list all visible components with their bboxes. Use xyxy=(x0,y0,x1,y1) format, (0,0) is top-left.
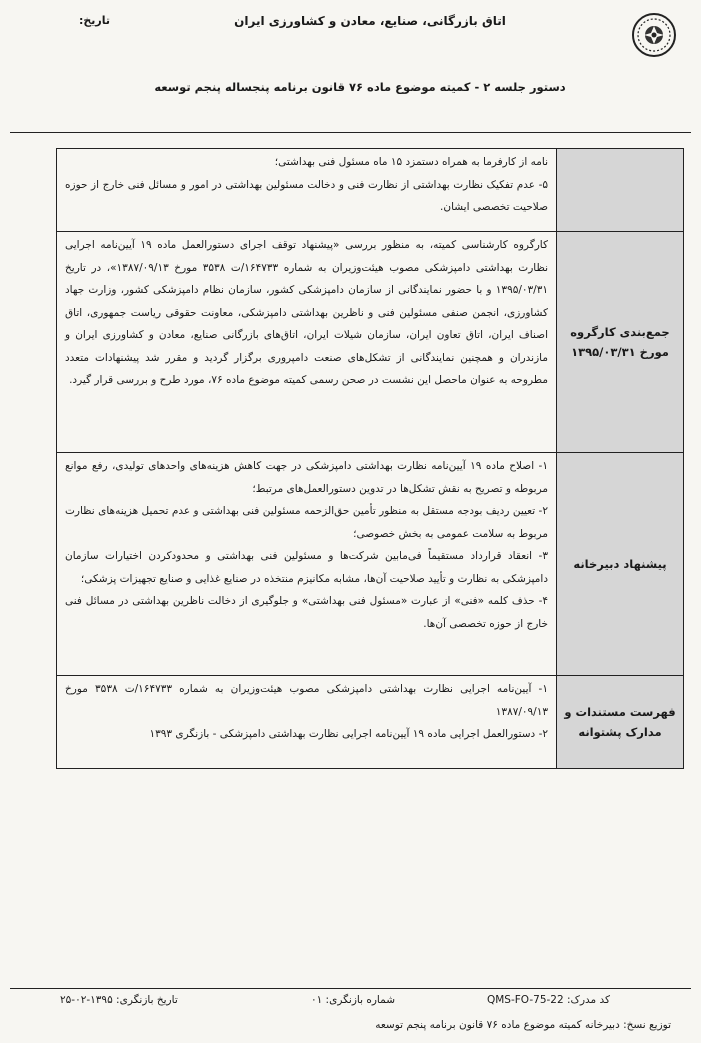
distribution-note: توزیع نسخ: دبیرخانه کمیته موضوع ماده ۷۶ قانون برنامه پنجم توسعه xyxy=(375,1019,671,1031)
row-label: جمع‌بندی کارگروه مورخ ۱۳۹۵/۰۳/۳۱ xyxy=(557,232,684,453)
row-label: فهرست مستندات و مدارک پشتوانه xyxy=(557,676,684,769)
paragraph: ۵- عدم تفکیک نظارت بهداشتی از نظارت فنی و دخالت مسئولین بهداشتی در امور و مسائل فنی خارج از حوزه صلاحیت تخصصی ایشان. xyxy=(65,178,548,213)
agenda-table xyxy=(56,148,684,769)
paragraph: ۴- حذف کلمه «فنی» از عبارت «مسئول فنی بهداشتی» و جلوگیری از دخالت ناظرین بهداشتی در مسائل فنی خارج از حوزه تخصصی آن‌ها. xyxy=(65,595,548,630)
paragraph: ۱- آیین‌نامه اجرایی نظارت بهداشتی دامپزشکی مصوب هیئت‌وزیران به شماره ۱۶۴۷۳۳/ت ۳۵۳۸ مورخ ۱۳۸۷/۰۹/۱۳ xyxy=(65,683,548,718)
paragraph: نامه از کارفرما به همراه دستمزد ۱۵ ماه مسئول فنی بهداشتی؛ xyxy=(274,156,548,168)
table-row xyxy=(57,232,684,453)
paragraph: کارگروه کارشناسی کمیته، به منظور بررسی «پیشنهاد توقف اجرای دستورالعمل ماده ۱۹ آیین‌نامه اجرایی نظارت بهداشتی دامپزشکی مصوب هیئت‌وزیران به شماره ۱۶۴۷۳۳/ت ۳۵۳۸ مورخ ۱۳۸۷/۰۹/۱۳»، در تاریخ ۱۳۹۵/۰۳/۳۱ و با حضور نمایندگانی از سازمان دامپزشکی کشور، سازمان نظام دامپزشکی کشور، وزارت جهاد کشاورزی، انجمن صنفی مسئولین فنی و ناظرین بهداشتی دامپزشکی، معاونت حقوقی ریاست جمهوری، اتاق اصناف ایران، اتاق تعاون ایران، سازمان شیلات ایران، اتاق‌های بازرگانی صنایع، معادن و کشاورزی ایران و مازندران و همچنین نمایندگانی از تشکل‌های صنعت دامپروری برگزار گردید و مقرر شد پیشنهادات متعدد مطروحه به عنوان ماحصل این نشست در صحن رسمی کمیته موضوع ماده ۷۶، مورد طرح و بررسی قرار گیرد. xyxy=(65,239,548,386)
agenda-title: دستور جلسه ۲ - کمیته موضوع ماده ۷۶ قانون برنامه پنجساله پنجم توسعه xyxy=(154,80,566,94)
row-content xyxy=(57,676,557,769)
row-content xyxy=(57,453,557,676)
date-label: تاریخ: xyxy=(78,14,110,27)
row-label: پیشنهاد دبیرخانه xyxy=(557,453,684,676)
table-row xyxy=(57,676,684,769)
table-row xyxy=(57,453,684,676)
paragraph: ۲- تعیین ردیف بودجه مستقل به منظور تأمین حق‌الزحمه مسئولین فنی بهداشتی و عدم تحمیل هزینه‌های نظارت مربوط به سلامت عمومی به بخش خصوصی؛ xyxy=(65,505,548,540)
chamber-logo-icon xyxy=(631,12,677,58)
header-divider xyxy=(10,132,691,133)
row-content xyxy=(57,232,557,453)
footer-divider xyxy=(10,988,691,989)
paragraph: ۳- انعقاد قرارداد مستقیماً فی‌مابین شرکت‌ها و مسئولین فنی بهداشتی و محدودکردن اختیارات سازمان دامپزشکی به نظارت و تأیید صلاحیت آن‌ها، مشابه مکانیزم منتخذه در صنایع غذایی و صنایع تجهیزات پزشکی؛ xyxy=(65,550,548,585)
row-content xyxy=(57,149,557,232)
paragraph: ۲- دستورالعمل اجرایی ماده ۱۹ آیین‌نامه اجرایی نظارت بهداشتی دامپزشکی - بازنگری ۱۳۹۳ xyxy=(149,728,548,740)
revision-number: شماره بازنگری: ۰۱ xyxy=(310,994,395,1006)
row-label xyxy=(557,149,684,232)
footer xyxy=(20,994,680,1012)
organization-name: اتاق بازرگانی، صنایع، معادن و کشاورزی ایران xyxy=(234,14,506,28)
revision-date: تاریخ بازنگری: ۱۳۹۵-۰۲-۲۵ xyxy=(60,994,178,1006)
paragraph: ۱- اصلاح ماده ۱۹ آیین‌نامه نظارت بهداشتی دامپزشکی در جهت کاهش هزینه‌های واحدهای تولیدی، رفع موانع مربوطه و تصریح به نقش تشکل‌ها در تدوین دستورالعمل‌های مرتبط؛ xyxy=(65,460,548,495)
table-row xyxy=(57,149,684,232)
document-code: کد مدرک: QMS-FO-75-22 xyxy=(486,994,610,1006)
